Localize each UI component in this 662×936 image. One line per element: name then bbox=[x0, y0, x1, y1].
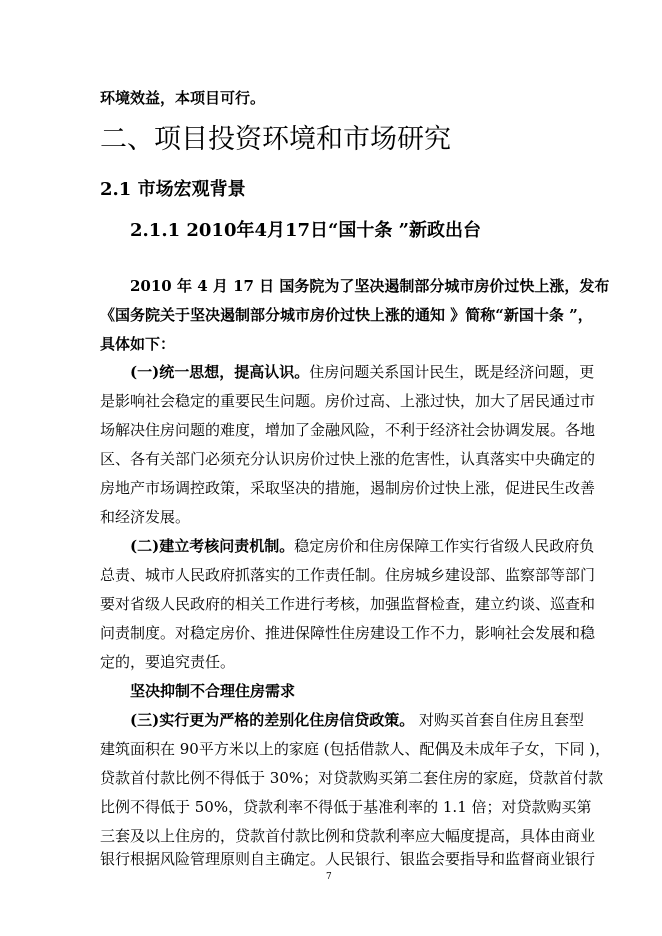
subheading: 坚决抑制不合理住房需求 bbox=[130, 682, 296, 700]
item1-first-rest: 住房问题关系国计民生，既是经济问题，更 bbox=[309, 363, 595, 381]
lead-line-2: 《国务院关于坚决遏制部分城市房价过快上涨的通知 》简称“新国十条 ”， bbox=[100, 306, 593, 324]
item3-line: 比例不得低于 50%，贷款利率不得低于基准利率的 1.1 倍；对贷款购买第 bbox=[100, 798, 592, 816]
item3-line: 银行根据风险管理原则自主确定。人民银行、银监会要指导和监督商业银行 bbox=[100, 850, 596, 868]
intro-tail: 环境效益，本项目可行。 bbox=[100, 89, 266, 107]
item2-first-rest: 稳定房价和住房保障工作实行省级人民政府负 bbox=[294, 537, 595, 555]
item2-line: 定的，要追究责任。 bbox=[100, 653, 236, 671]
item3-line: 建筑面积在 90平方米以上的家庭 (包括借款人、配偶及未成年子女，下同 )， bbox=[100, 740, 611, 758]
item3-first-line bbox=[130, 713, 584, 728]
item3-line: 三套及以上住房的，贷款首付款比例和贷款利率应大幅度提高，具体由商业 bbox=[100, 827, 596, 845]
lead-line-3: 具体如下： bbox=[100, 335, 176, 353]
section-title: 二、项目投资环境和市场研究 bbox=[100, 124, 451, 155]
item1-line: 区、各有关部门必须充分认识房价过快上涨的危害性，认真落实中央确定的 bbox=[100, 450, 596, 468]
item1-heading: (一)统一思想，提高认识。 bbox=[130, 363, 310, 381]
item3-heading: (三)实行更为严格的差别化住房信贷政策。 bbox=[130, 711, 415, 729]
item2-heading: (二)建立考核问责机制。 bbox=[130, 537, 295, 555]
item1-line: 是影响社会稳定的重要民生问题。房价过高、上涨过快，加大了居民通过市 bbox=[100, 392, 596, 410]
item2-line: 总责、城市人民政府抓落实的工作责任制。住房城乡建设部、监察部等部门 bbox=[100, 566, 596, 584]
lead-line-1: 2010 年 4 月 17 日 国务院为了坚决遏制部分城市房价过快上涨，发布 bbox=[130, 277, 610, 295]
subsubsection-title: 2.1.1 2010年4月17日“国十条 ”新政出台 bbox=[130, 220, 482, 241]
item3-line: 贷款首付款比例不得低于 30%；对贷款购买第二套住房的家庭，贷款首付款 bbox=[100, 769, 604, 787]
item1-line: 场解决住房问题的难度，增加了金融风险，不利于经济社会协调发展。各地 bbox=[100, 421, 596, 439]
item1-line: 房地产市场调控政策，采取坚决的措施，遏制房价过快上涨，促进民生改善 bbox=[100, 479, 596, 497]
subsection-title: 2.1 市场宏观背景 bbox=[100, 179, 246, 200]
page-number: 7 bbox=[326, 872, 332, 882]
item3-first-rest: 对购买首套自住房且套型 bbox=[414, 711, 584, 729]
item2-first-line bbox=[130, 539, 594, 554]
item1-line: 和经济发展。 bbox=[100, 508, 191, 526]
item1-first-line bbox=[130, 365, 594, 380]
item2-line: 要对省级人民政府的相关工作进行考核，加强监督检查，建立约谈、巡查和 bbox=[100, 595, 596, 613]
item2-line: 问责制度。对稳定房价、推进保障性住房建设工作不力，影响社会发展和稳 bbox=[100, 624, 596, 642]
